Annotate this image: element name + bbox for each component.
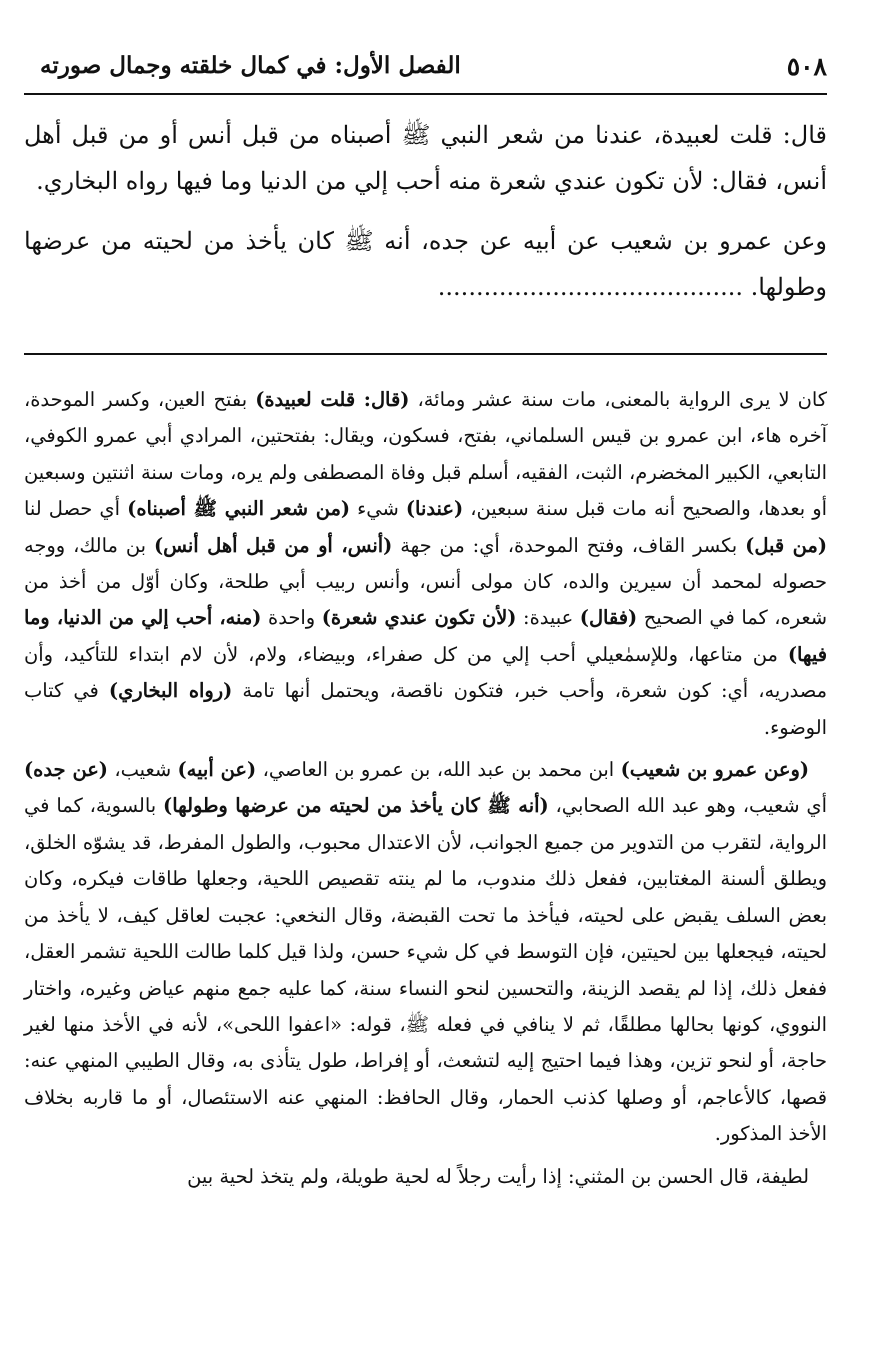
quoted-matn-fragment: (وعن عمرو بن شعيب) (620, 758, 810, 782)
commentary-text: بن مالك، ووجه حصوله لمحمد أن سيرين والده، كان مولى أنس، وأنس ربيب أبي طلحة، وكان أوّل من أخذ من شعره، كما في الصحيح (24, 533, 828, 630)
running-header (24, 48, 827, 90)
commentary-text: عبيدة: (516, 606, 580, 630)
commentary-text: في كتاب الوضوء. (24, 679, 827, 739)
quoted-matn-fragment: (رواه البخاري) (108, 679, 233, 703)
commentary-paragraph (24, 1159, 827, 1195)
commentary-text: بالسوية، كما في الرواية، لتقرب من التدوير من جميع الجوانب، لأن الاعتدال محبوب، والطول المفرط، قد يشوّه الخلق، ويطلق ألسنة المغتابين، ففعل ذلك مندوب، ما لم ينته تقصيص اللحية، وجعلها طاقات فيكره، وكان بعض السلف يقبض على لحيته، فيأخذ ما تحت القبضة، وقال النخعي: عجبت لعاقل كيف، لا يأخذ من لحيته، فيجعلها بين لحيتين، فإن التوسط في كل شيء حسن، ولذا قيل كلما طالت اللحية تشمر العقل، ففعل ذلك، إذا لم يقصد الزينة، والتحسين لنحو النساء سنة، كما عليه جمع منهم عياض وغيره، واختار النووي، كونها بحالها مطلقًا، ثم لا ينافي في فعله ﷺ، قوله: «اعفوا اللحى»، لأنه في الأخذ منها لغير حاجة، أو لنحو تزين، وهذا فيما احتيج إليه لتشعث، أو إفراط، طول يتأذى به، وقال الطيبي المنهي عنه: قصها، كالأعاجم، أو وصلها كذنب الحمار، وقال الحافظ: المنهي عنه الاستئصال، أو ما قاربه بخلاف الأخذ المذكور. (24, 794, 827, 1146)
commentary-section (24, 382, 827, 1201)
commentary-text: بفتح العين، وكسر الموحدة، آخره هاء، ابن عمرو بن قيس السلماني، بفتح، فسكون، ويقال: بفتحتين، المرادي أبي عمرو الكوفي، التابعي، الكبير المخضرم، الثبت، الفقيه، أسلم قبل وفاة المصطفى ولم يره، ومات سنة اثنتين وسبعين أو بعدها، والصحيح أنه مات قبل سنة سبعين، (24, 388, 827, 521)
quoted-matn-fragment: (أنس، أو من قبل أهل أنس) (153, 533, 393, 557)
commentary-text: من متاعها، وللإسمٰعيلي أحب إلي من كل صفراء، وبيضاء، ولام، لأن لام ابتداء للتأكيد، وأن مصدريه، أي: كون شعرة، وأحب خبر، فتكون ناقصة، ويحتمل أنها تامة (24, 642, 827, 703)
quoted-matn-fragment: (أنه ﷺ كان يأخذ من لحيته من عرضها وطولها) (163, 794, 549, 818)
quoted-matn-fragment: (عن جده) (24, 758, 108, 782)
hadith-paragraph: قال: قلت لعبيدة، عندنا من شعر النبي ﷺ أصبناه من قبل أنس أو من قبل أهل أنس، فقال: لأن تكون عندي شعرة منه أحب إلي من الدنيا وما فيها رواه البخاري. (24, 121, 827, 195)
commentary-text: ابن محمد بن عبد الله، بن عمرو بن العاصي، (256, 758, 621, 782)
quoted-matn-fragment: (قال: قلت لعبيدة) (255, 388, 410, 411)
commentary-text: أي شعيب، وهو عبد الله الصحابي، (548, 794, 827, 818)
hadith-text-section (24, 112, 827, 324)
commentary-text: واحدة (261, 606, 322, 630)
commentary-paragraph (24, 382, 827, 746)
commentary-text: لطيفة، قال الحسن بن المثني: إذا رأيت رجلاً له لحية طويلة، ولم يتخذ لحية بين (187, 1164, 809, 1188)
commentary-text: كان لا يرى الرواية بالمعنى، مات سنة عشر ومائة، (409, 388, 827, 411)
ellipsis-dots: ........................................ (437, 273, 743, 301)
chapter-title: الفصل الأول: في كمال خلقته وجمال صورته (40, 52, 461, 79)
header-divider (24, 93, 827, 95)
quoted-matn-fragment: (لأن تكون عندي شعرة) (321, 606, 517, 630)
commentary-text: شعيب، (107, 758, 178, 782)
quoted-matn-fragment: (فقال) (579, 606, 638, 630)
commentary-text: أي حصل لنا (24, 497, 128, 521)
section-divider (24, 353, 827, 355)
quoted-matn-fragment: (من شعر النبي ﷺ أصبناه) (127, 497, 351, 521)
quoted-matn-fragment: (من قبل) (745, 533, 827, 557)
quoted-matn-fragment: (عندنا) (405, 497, 464, 521)
quoted-matn-fragment: (منه، أحب إلي من الدنيا، وما فيها) (24, 606, 827, 666)
hadith-text: وعن عمرو بن شعيب عن أبيه عن جده، أنه ﷺ كان يأخذ من لحيته من عرضها وطولها. (24, 227, 827, 301)
quoted-matn-fragment: (عن أبيه) (177, 758, 257, 782)
commentary-text: بكسر القاف، وفتح الموحدة، أي: من جهة (392, 533, 746, 557)
page-number: ٥٠٨ (786, 52, 827, 81)
commentary-text: شيء (350, 497, 406, 521)
commentary-paragraph (24, 752, 827, 1152)
hadith-paragraph (24, 218, 827, 310)
book-page (24, 0, 827, 1359)
